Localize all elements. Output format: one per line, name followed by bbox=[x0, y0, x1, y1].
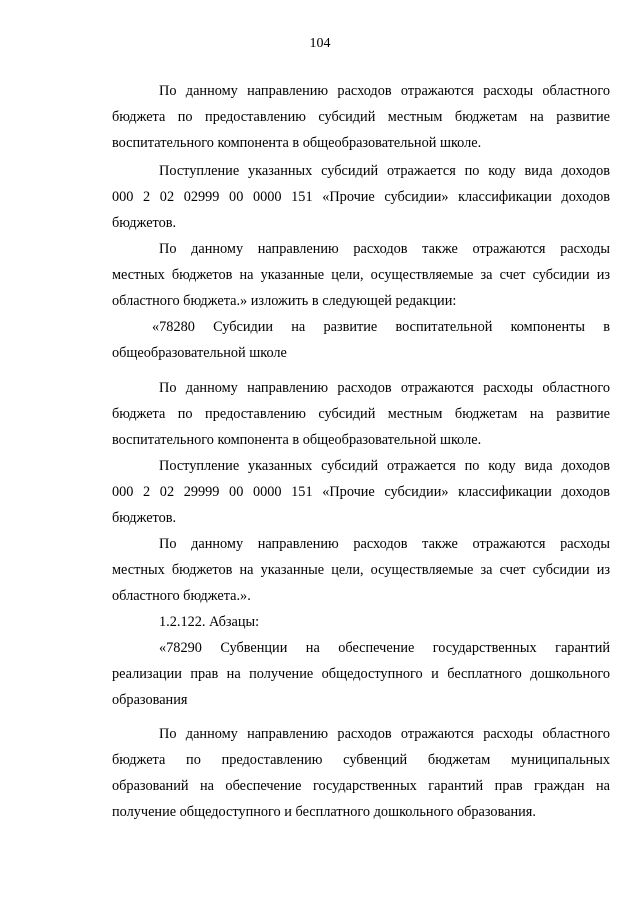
paragraph-line: воспитательного компонента в общеобразовательной школе. bbox=[112, 135, 482, 151]
paragraph-line: областного бюджета.». bbox=[112, 588, 251, 604]
paragraph-line: Поступление указанных субсидий отражается по коду вида доходов bbox=[159, 163, 610, 179]
paragraph-line: бюджета по предоставлению субсидий местным бюджетам на развитие bbox=[112, 406, 610, 422]
paragraph-line: бюджета по предоставлению субвенций бюджетам муниципальных bbox=[112, 752, 610, 768]
paragraph-line: местных бюджетов на указанные цели, осуществляемые за счет субсидии из bbox=[112, 562, 610, 578]
paragraph-line: воспитательного компонента в общеобразовательной школе. bbox=[112, 432, 482, 448]
paragraph-line: образования bbox=[112, 692, 188, 708]
paragraph-line: По данному направлению расходов также отражаются расходы bbox=[159, 241, 610, 257]
paragraph-line: реализации прав на получение общедоступного и бесплатного дошкольного bbox=[112, 666, 610, 682]
paragraph-line: По данному направлению расходов отражаются расходы областного bbox=[159, 380, 610, 396]
paragraph-line: По данному направлению расходов отражаются расходы областного bbox=[159, 83, 610, 99]
paragraph-line: «78290 Субвенции на обеспечение государственных гарантий bbox=[159, 640, 610, 656]
paragraph-line: «78280 Субсидии на развитие воспитательной компоненты в bbox=[152, 319, 610, 335]
paragraph-line: областного бюджета.» изложить в следующей редакции: bbox=[112, 293, 457, 309]
paragraph-line: бюджета по предоставлению субсидий местным бюджетам на развитие bbox=[112, 109, 610, 125]
paragraph-line: По данному направлению расходов отражаются расходы областного bbox=[159, 726, 610, 742]
paragraph-line: По данному направлению расходов также отражаются расходы bbox=[159, 536, 610, 552]
paragraph-line: бюджетов. bbox=[112, 510, 177, 526]
paragraph-line: бюджетов. bbox=[112, 215, 177, 231]
paragraph-line: образований на обеспечение государственных гарантий прав граждан на bbox=[112, 778, 610, 794]
page-number: 104 bbox=[309, 36, 331, 51]
paragraph-line: 1.2.122. Абзацы: bbox=[159, 614, 260, 630]
paragraph-line: местных бюджетов на указанные цели, осуществляемые за счет субсидии из bbox=[112, 267, 610, 283]
paragraph-line: получение общедоступного и бесплатного дошкольного образования. bbox=[112, 804, 536, 820]
paragraph-line: 000 2 02 02999 00 0000 151 «Прочие субсидии» классификации доходов bbox=[112, 189, 610, 205]
paragraph-line: 000 2 02 29999 00 0000 151 «Прочие субсидии» классификации доходов bbox=[112, 484, 610, 500]
paragraph-line: Поступление указанных субсидий отражается по коду вида доходов bbox=[159, 458, 610, 474]
paragraph-line: общеобразовательной школе bbox=[112, 345, 287, 361]
